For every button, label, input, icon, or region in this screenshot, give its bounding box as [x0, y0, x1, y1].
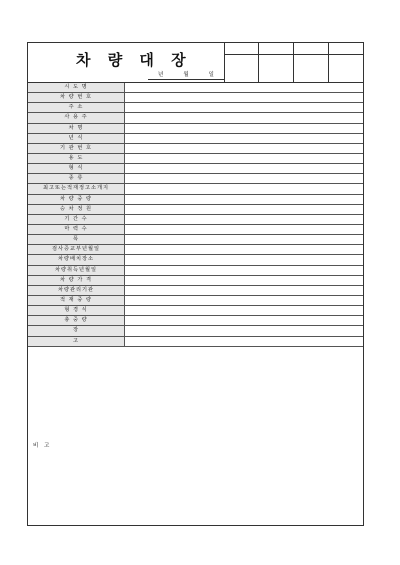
remarks-section[interactable] — [28, 432, 363, 525]
approval-grid-divider — [225, 54, 364, 55]
table-row — [28, 235, 363, 245]
table-row — [28, 93, 363, 103]
field-table — [28, 83, 363, 347]
table-row — [28, 134, 363, 144]
field-value[interactable] — [125, 113, 363, 122]
field-value[interactable] — [125, 124, 363, 133]
field-label: 고 — [28, 337, 125, 346]
table-row — [28, 174, 363, 184]
table-row — [28, 266, 363, 276]
table-row — [28, 144, 363, 154]
field-value[interactable] — [125, 205, 363, 214]
table-row — [28, 184, 363, 194]
field-label: 차량취득년월일 — [28, 266, 125, 275]
field-label: 형 식 — [28, 164, 125, 173]
table-row — [28, 154, 363, 164]
field-label: 차 량 가 격 — [28, 276, 125, 285]
field-label: 장 — [28, 326, 125, 335]
field-label: 마 력 수 — [28, 225, 125, 234]
field-value[interactable] — [125, 255, 363, 264]
date-year-label: 년 — [158, 72, 164, 78]
field-value[interactable] — [125, 225, 363, 234]
field-value[interactable] — [125, 215, 363, 224]
field-value[interactable] — [125, 316, 363, 325]
table-row — [28, 215, 363, 225]
field-label: 시 도 명 — [28, 83, 125, 92]
table-row — [28, 225, 363, 235]
table-row — [28, 245, 363, 255]
table-row — [28, 296, 363, 306]
field-value[interactable] — [125, 235, 363, 244]
field-value[interactable] — [125, 103, 363, 112]
approval-cell[interactable] — [258, 43, 259, 82]
field-label: 차량관리기관 — [28, 286, 125, 295]
field-label: 년 식 — [28, 134, 125, 143]
field-label: 차 량 번 호 — [28, 93, 125, 102]
table-row — [28, 306, 363, 316]
approval-cell[interactable] — [293, 43, 294, 82]
table-row — [28, 316, 363, 326]
field-value[interactable] — [125, 296, 363, 305]
field-label: 주 소 — [28, 103, 125, 112]
table-row — [28, 205, 363, 215]
field-value[interactable] — [125, 266, 363, 275]
field-value[interactable] — [125, 245, 363, 254]
field-label: 승 차 정 원 — [28, 205, 125, 214]
table-row — [28, 124, 363, 134]
form-header — [28, 43, 363, 83]
field-label: 종 류 — [28, 174, 125, 183]
table-row — [28, 164, 363, 174]
table-row — [28, 195, 363, 205]
table-row — [28, 255, 363, 265]
approval-grid — [224, 43, 363, 82]
field-label: 폭 — [28, 235, 125, 244]
field-label: 용 도 — [28, 154, 125, 163]
field-label: 최고또는적재정고소개지 — [28, 184, 125, 193]
field-value[interactable] — [125, 184, 363, 193]
table-row — [28, 113, 363, 123]
table-row — [28, 83, 363, 93]
field-value[interactable] — [125, 306, 363, 315]
field-label: 검사증교부년월일 — [28, 245, 125, 254]
field-value[interactable] — [125, 326, 363, 335]
field-value[interactable] — [125, 134, 363, 143]
field-label: 사 용 주 — [28, 113, 125, 122]
table-row — [28, 337, 363, 347]
form-title: 차 량 대 장 — [76, 51, 192, 69]
field-value[interactable] — [125, 195, 363, 204]
field-value[interactable] — [125, 83, 363, 92]
date-month-label: 월 — [183, 72, 189, 78]
field-label: 기 관 번 호 — [28, 144, 125, 153]
approval-cell[interactable] — [328, 43, 329, 82]
field-label: 기 간 수 — [28, 215, 125, 224]
table-row — [28, 286, 363, 296]
field-label: 적 재 중 량 — [28, 296, 125, 305]
vehicle-register-form — [27, 42, 364, 526]
field-label: 차 량 중 량 — [28, 195, 125, 204]
field-value[interactable] — [125, 286, 363, 295]
date-day-label: 일 — [208, 72, 214, 78]
table-row — [28, 103, 363, 113]
field-label: 차 명 — [28, 124, 125, 133]
field-value[interactable] — [125, 164, 363, 173]
date-line — [148, 70, 224, 80]
field-value[interactable] — [125, 337, 363, 346]
table-row — [28, 276, 363, 286]
field-value[interactable] — [125, 276, 363, 285]
field-value[interactable] — [125, 144, 363, 153]
remarks-label: 비 고 — [33, 443, 52, 449]
field-label: 총 중 량 — [28, 316, 125, 325]
field-label: 차량배치장소 — [28, 255, 125, 264]
field-value[interactable] — [125, 154, 363, 163]
table-row — [28, 326, 363, 336]
field-value[interactable] — [125, 93, 363, 102]
field-value[interactable] — [125, 174, 363, 183]
field-label: 형 경 식 — [28, 306, 125, 315]
